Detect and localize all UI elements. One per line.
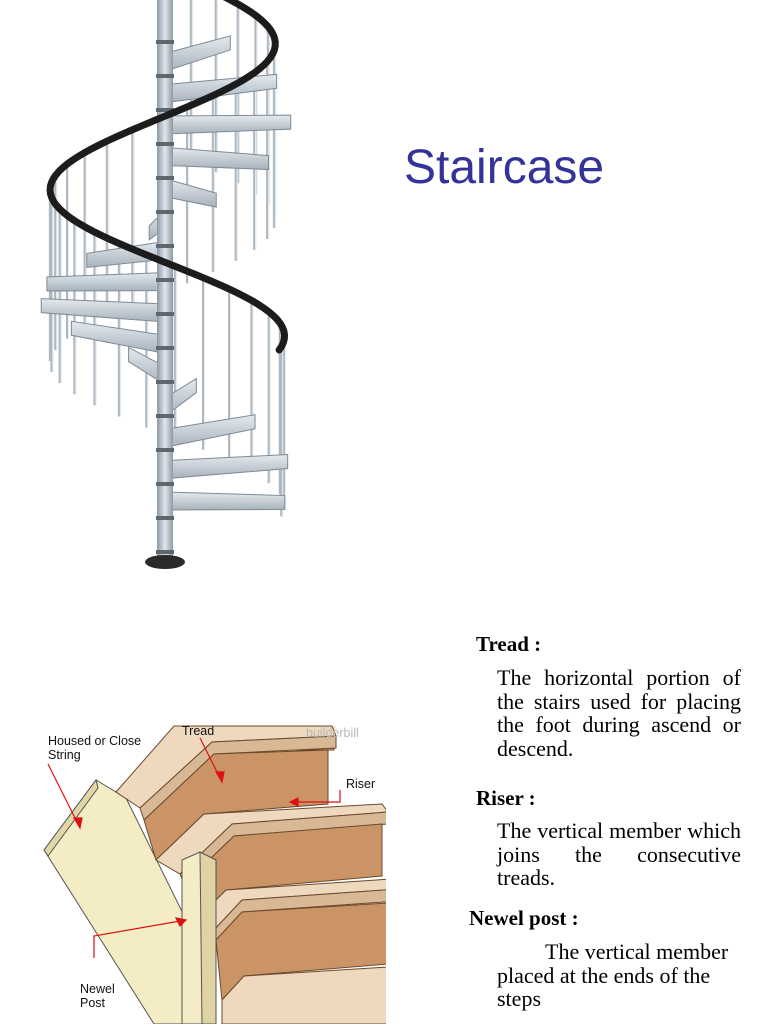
stair-components-diagram <box>36 720 386 1024</box>
desc-riser <box>497 819 741 890</box>
desc-newel-post <box>497 940 737 1011</box>
stair-diagram-drawing <box>36 720 386 1024</box>
desc-newel-post-text: The vertical member placed at the ends of the steps <box>497 939 729 1011</box>
label-riser: Riser <box>346 777 376 791</box>
desc-riser-text: The vertical member which joins the consecutive treads. <box>497 818 741 890</box>
term-tread: Tread : <box>476 632 542 656</box>
desc-tread <box>497 666 741 760</box>
desc-tread-text: The horizontal portion of the stairs used for placing the foot during ascend or descend. <box>497 665 741 761</box>
page-title: Staircase <box>404 141 605 194</box>
term-newel-post: Newel post : <box>469 906 579 930</box>
label-housed-string: Housed or Close String <box>48 734 142 762</box>
label-tread: Tread <box>182 724 215 738</box>
label-newel-post: Newel Post <box>80 982 115 1010</box>
spiral-staircase-illustration <box>0 0 320 585</box>
term-riser: Riser : <box>476 786 536 810</box>
label-brand: builderbill <box>306 726 359 740</box>
